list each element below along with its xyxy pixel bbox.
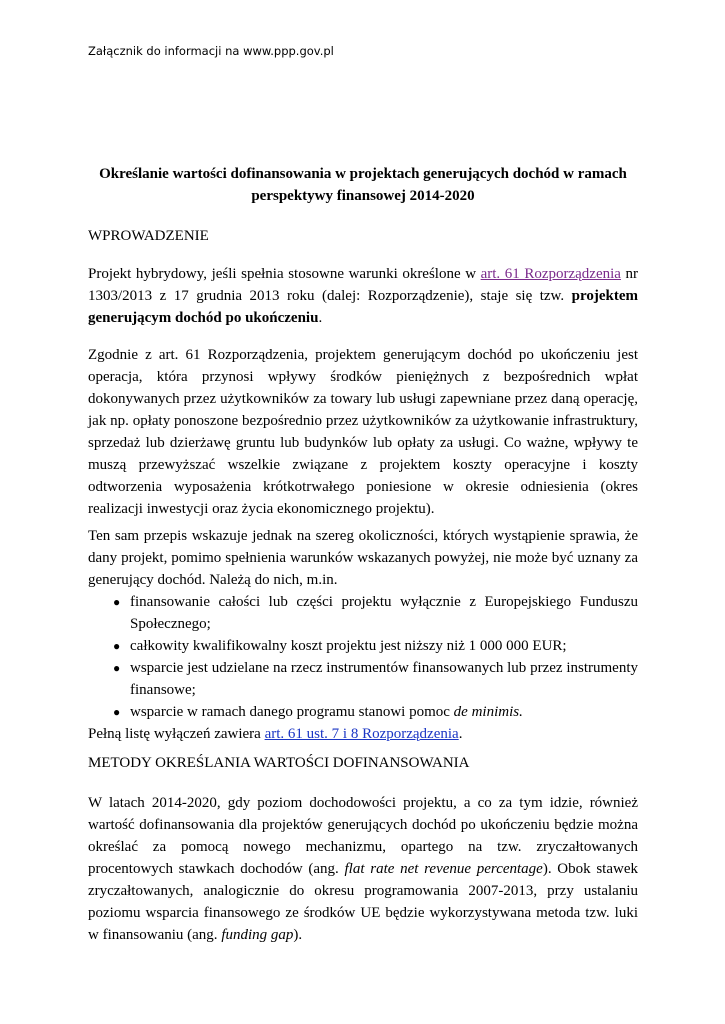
bullet-icon: ●: [113, 661, 121, 675]
regulation-art61-ust7-8-link[interactable]: art. 61 ust. 7 i 8 Rozporządzenia: [264, 726, 459, 742]
list-item: [88, 701, 638, 723]
bullet-text: finansowanie całości lub części projektu wyłącznie z Europejskiego Funduszu Społecznego;: [130, 594, 638, 632]
intro-p4-text-a: Pełną listę wyłączeń zawiera: [88, 726, 265, 742]
methods-p1-text-a: W latach 2014-2020, gdy poziom dochodowości projektu, a co za tym idzie, również wartość dofinansowania dla projektów generujących dochód po ukończeniu będzie można określać za pomocą nowego mechanizmu, opartego na tzw. zryczałtowanych procentowych stawkach dochodów (ang.: [88, 795, 638, 877]
intro-p3-text: Ten sam przepis wskazuje jednak na szereg okoliczności, których wystąpienie sprawia, że dany projekt, pomimo spełnienia warunków wskazanych powyżej, nie może być uznany za generujący dochód. Należą do nich, m.in.: [88, 528, 638, 588]
exclusions-list: [88, 591, 638, 723]
bullet-icon: ●: [113, 705, 121, 719]
header-note: Załącznik do informacji na www.ppp.gov.pl: [88, 44, 334, 58]
list-item: [88, 635, 638, 657]
bullet-text: wsparcie w ramach danego programu stanowi pomoc: [130, 704, 454, 720]
methods-paragraph-1: [88, 792, 638, 946]
list-item: [88, 657, 638, 701]
title-line-2: perspektywy finansowej 2014-2020: [251, 188, 475, 204]
methods-p1-text-b: ). Obok stawek zryczałtowanych, analogicznie do okresu programowania 2007-2013, przy ustalaniu poziomu wsparcia finansowego ze środków UE będzie wykorzystywana metoda tzw. luki w finansowaniu (ang.: [88, 861, 638, 943]
title-line-1: Określanie wartości dofinansowania w projektach generujących dochód w ramach: [99, 166, 627, 182]
bullet-text: całkowity kwalifikowalny koszt projektu jest niższy niż 1 000 000 EUR;: [130, 638, 567, 654]
intro-paragraph-2: [88, 344, 638, 520]
methods-p1-text-c: ).: [293, 927, 303, 943]
bullet-italic: de minimis.: [453, 704, 523, 720]
intro-p2-text: Zgodnie z art. 61 Rozporządzenia, projektem generującym dochód po ukończeniu jest operacja, która przynosi wpływy środków pieniężnych z bezpośrednich wpłat dokonywanych przez użytkowników za towary lub usługi zapewniane przez daną operację, jak np. opłaty ponoszone bezpośrednio przez użytkowników za użytkowanie infrastruktury, sprzedaż lub dzierżawę gruntu lub budynków lub opłaty za usługi. Co ważne, wpływy te muszą przewyższać wszelkie związane z projektem koszty operacyjne i koszty odtworzenia wyposażenia krótkotrwałego poniesione w okresie odniesienia (okres realizacji inwestycji oraz życia ekonomicznego projektu).: [88, 347, 638, 517]
intro-p1-text-a: Projekt hybrydowy, jeśli spełnia stosowne warunki określone w: [88, 266, 481, 282]
regulation-art61-link[interactable]: art. 61 Rozporządzenia: [480, 266, 621, 282]
methods-p1-italic-2: funding gap: [221, 927, 294, 943]
methods-heading: METODY OKREŚLANIA WARTOŚCI DOFINANSOWANIA: [88, 755, 470, 771]
intro-p1-text-b: nr 1303/2013 z 17 grudnia 2013 roku (dalej: Rozporządzenie), staje się tzw.: [88, 266, 639, 304]
intro-heading: WPROWADZENIE: [88, 228, 209, 244]
intro-p1-text-c: .: [318, 310, 323, 326]
intro-paragraph-3: [88, 525, 638, 745]
intro-p1-bold: projektem generującym dochód po ukończeniu: [88, 288, 638, 326]
bullet-icon: ●: [113, 639, 121, 653]
bullet-text: wsparcie jest udzielane na rzecz instrumentów finansowanych lub przez instrumenty finansowe;: [130, 660, 638, 698]
document-title: [88, 163, 638, 207]
bullet-icon: ●: [113, 595, 121, 609]
list-item: [88, 591, 638, 635]
intro-paragraph-1: [88, 263, 638, 329]
intro-p4-text-b: .: [458, 726, 463, 742]
methods-p1-italic-1: flat rate net revenue percentage: [344, 861, 543, 877]
